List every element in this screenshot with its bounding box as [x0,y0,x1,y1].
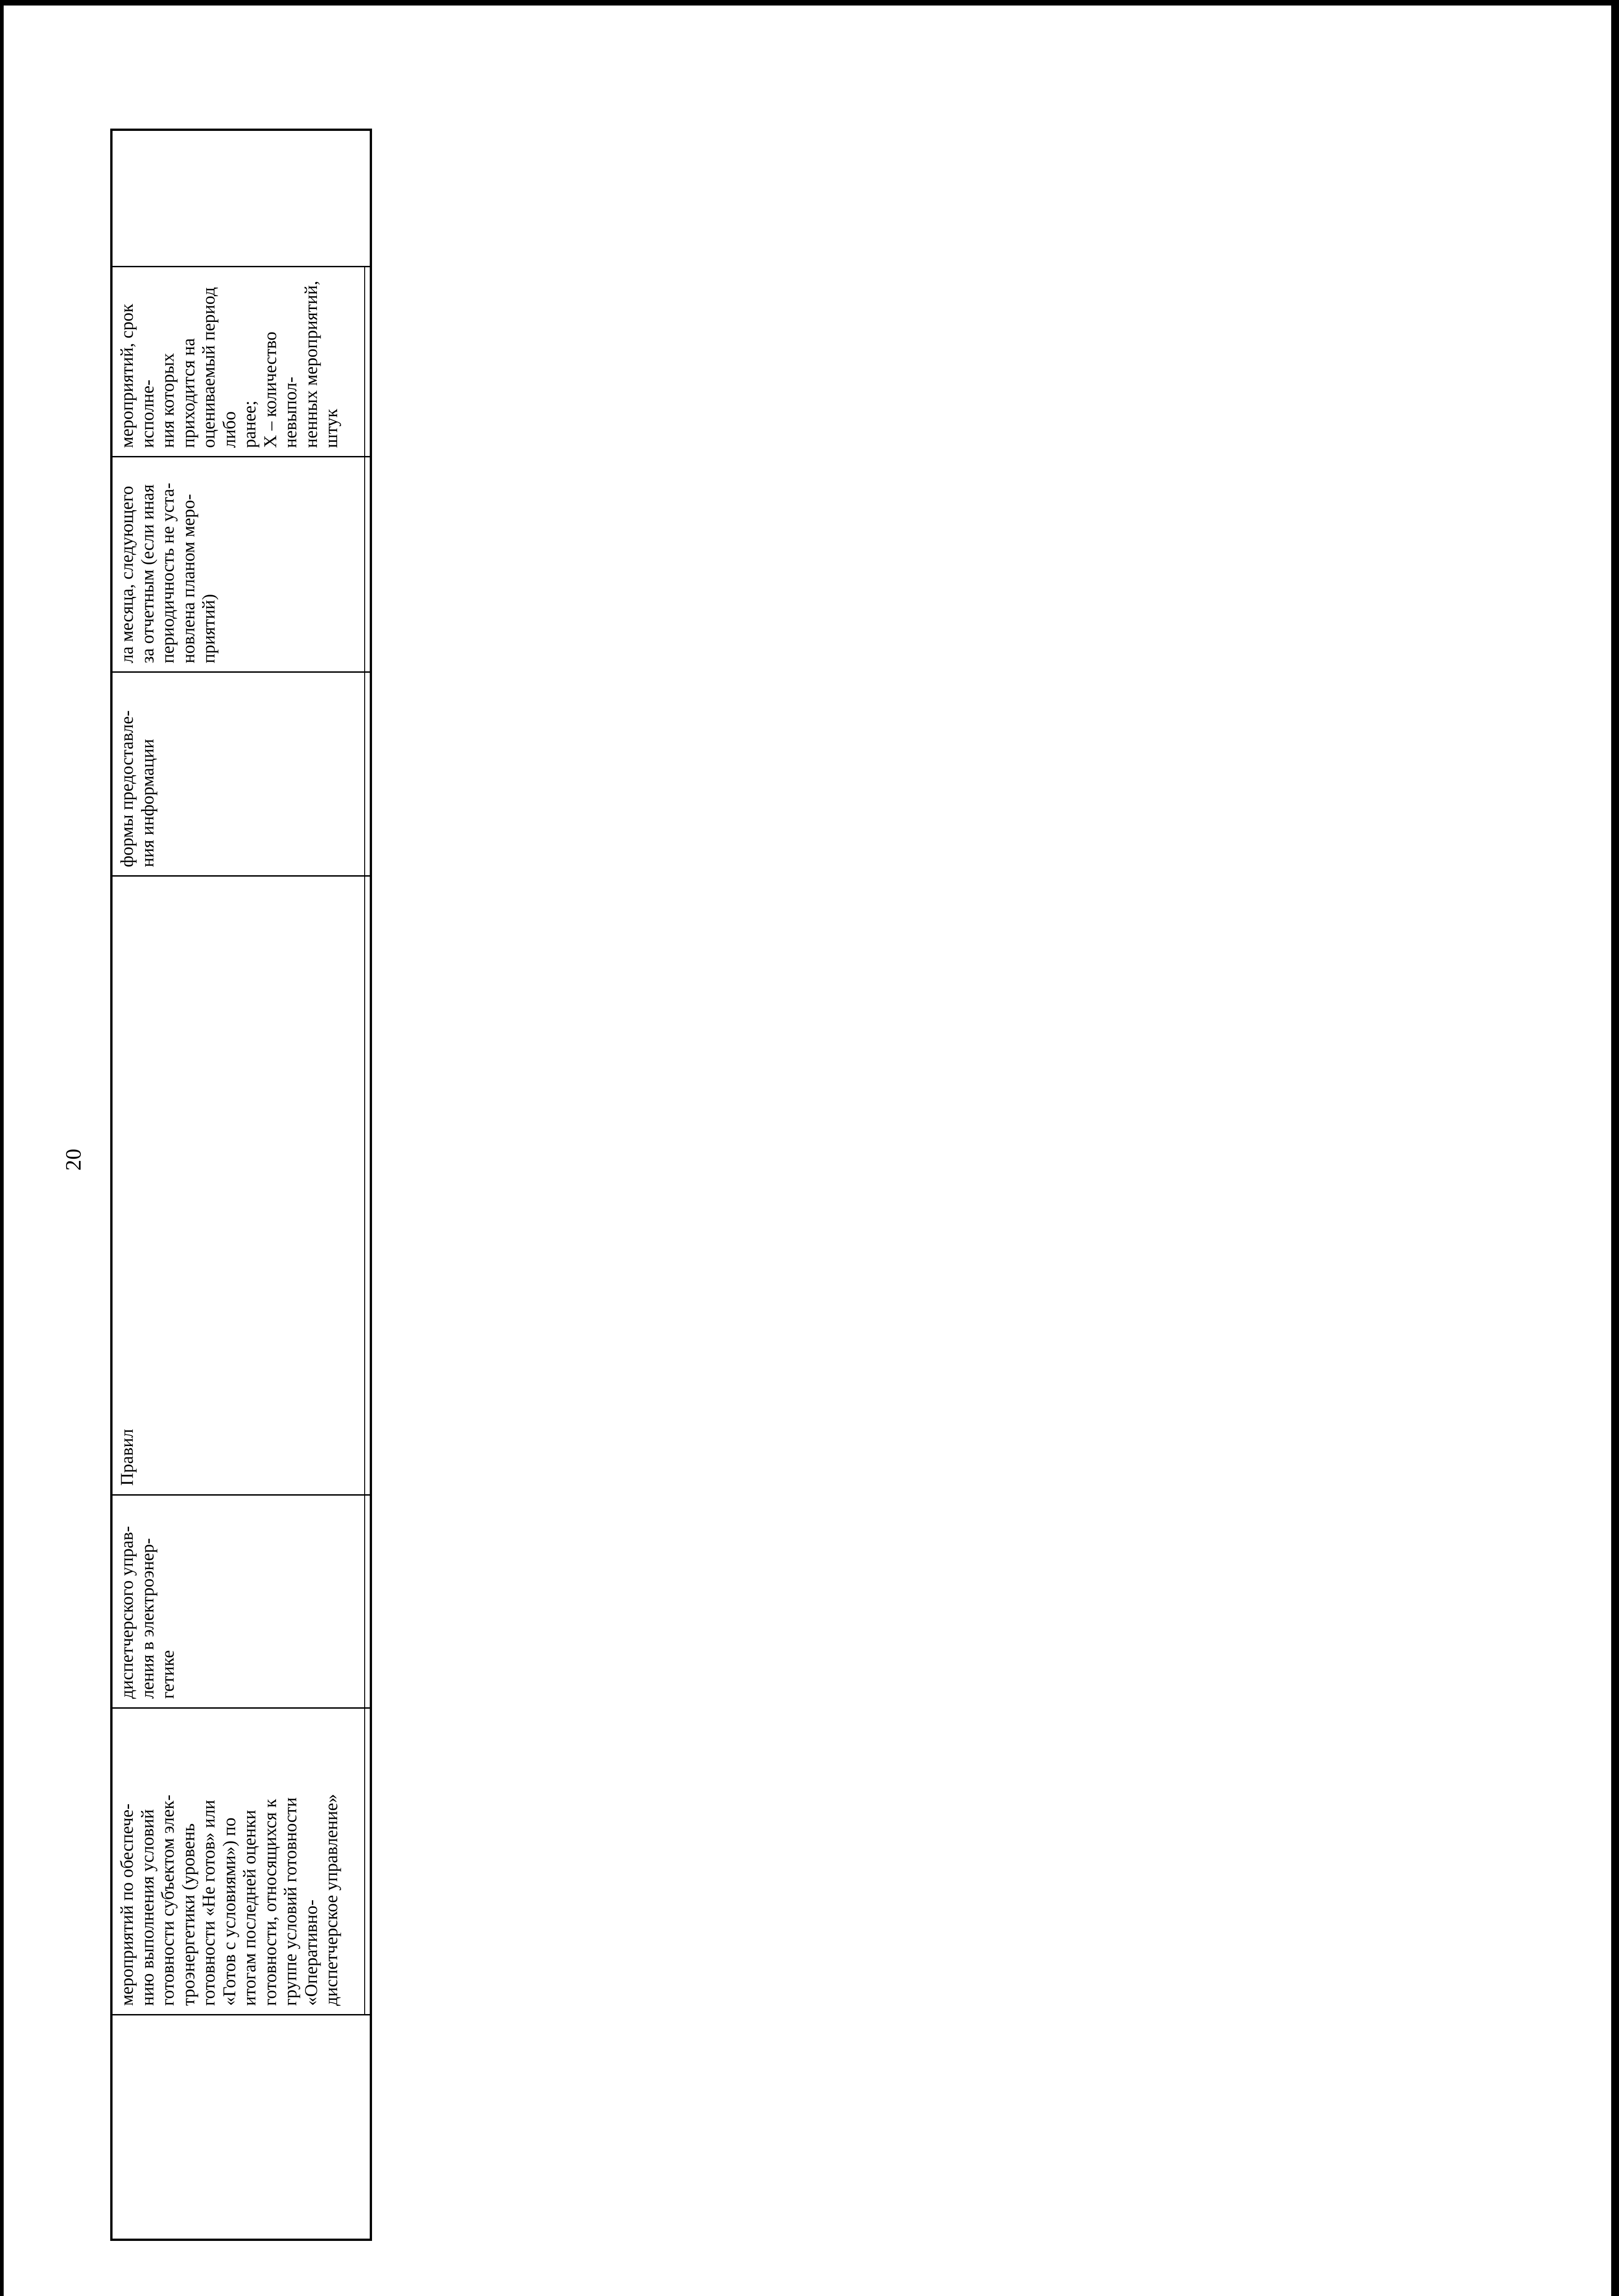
table-cell-formula [113,266,370,456]
cell-text: мероприятий, срок исполне- ния которых приходится на оцениваемый период либо ранее; X – количество невыпол- ненных мероприятий, штук [117,281,341,448]
cell-text: ла месяца, следующего за отчетным (если иная периодичность не уста- новлена планом меро- приятий) [117,483,219,664]
cell-text: диспетчерского управ- ления в электроэнер- гетике [117,1526,178,1699]
cell-text: Правил [117,1429,137,1486]
cell-foot [364,672,370,876]
page-number [60,1146,87,1173]
cell-text [113,2015,365,2239]
scan-edge-right [1611,0,1619,2296]
cell-foot [364,267,370,456]
cell-text: формы предоставле- ния информации [117,710,158,867]
cell-text [113,131,365,266]
scan-edge-left [0,0,4,2296]
cell-text: мероприятий по обеспече- нию выполнения условий готовности субъектом элек- троэнергетики (уровень готовности «Не готов» или «Готов с условиями») по итогам последней оценки готовности, относящихся к группе условий готовности «Оперативно- диспетчерское управление» [117,1794,341,2006]
table-cell-dispatch-control [113,1494,370,1707]
rotated-table [110,129,372,2241]
cell-foot [364,1708,370,2015]
table-cell-empty-start [113,2014,370,2239]
cell-foot [365,130,370,266]
cell-foot [365,2015,370,2239]
scan-edge-top [0,0,1619,6]
table-cell-info-form [113,671,370,875]
table-cell-period [113,456,370,671]
cell-foot [364,876,370,1494]
cell-foot [364,1495,370,1708]
table-cell-rules [113,875,370,1494]
table-cell-measures-text [113,1707,370,2015]
page-number-text: 20 [61,1148,86,1171]
cell-foot [364,457,370,672]
table-cell-empty-end [113,131,370,266]
